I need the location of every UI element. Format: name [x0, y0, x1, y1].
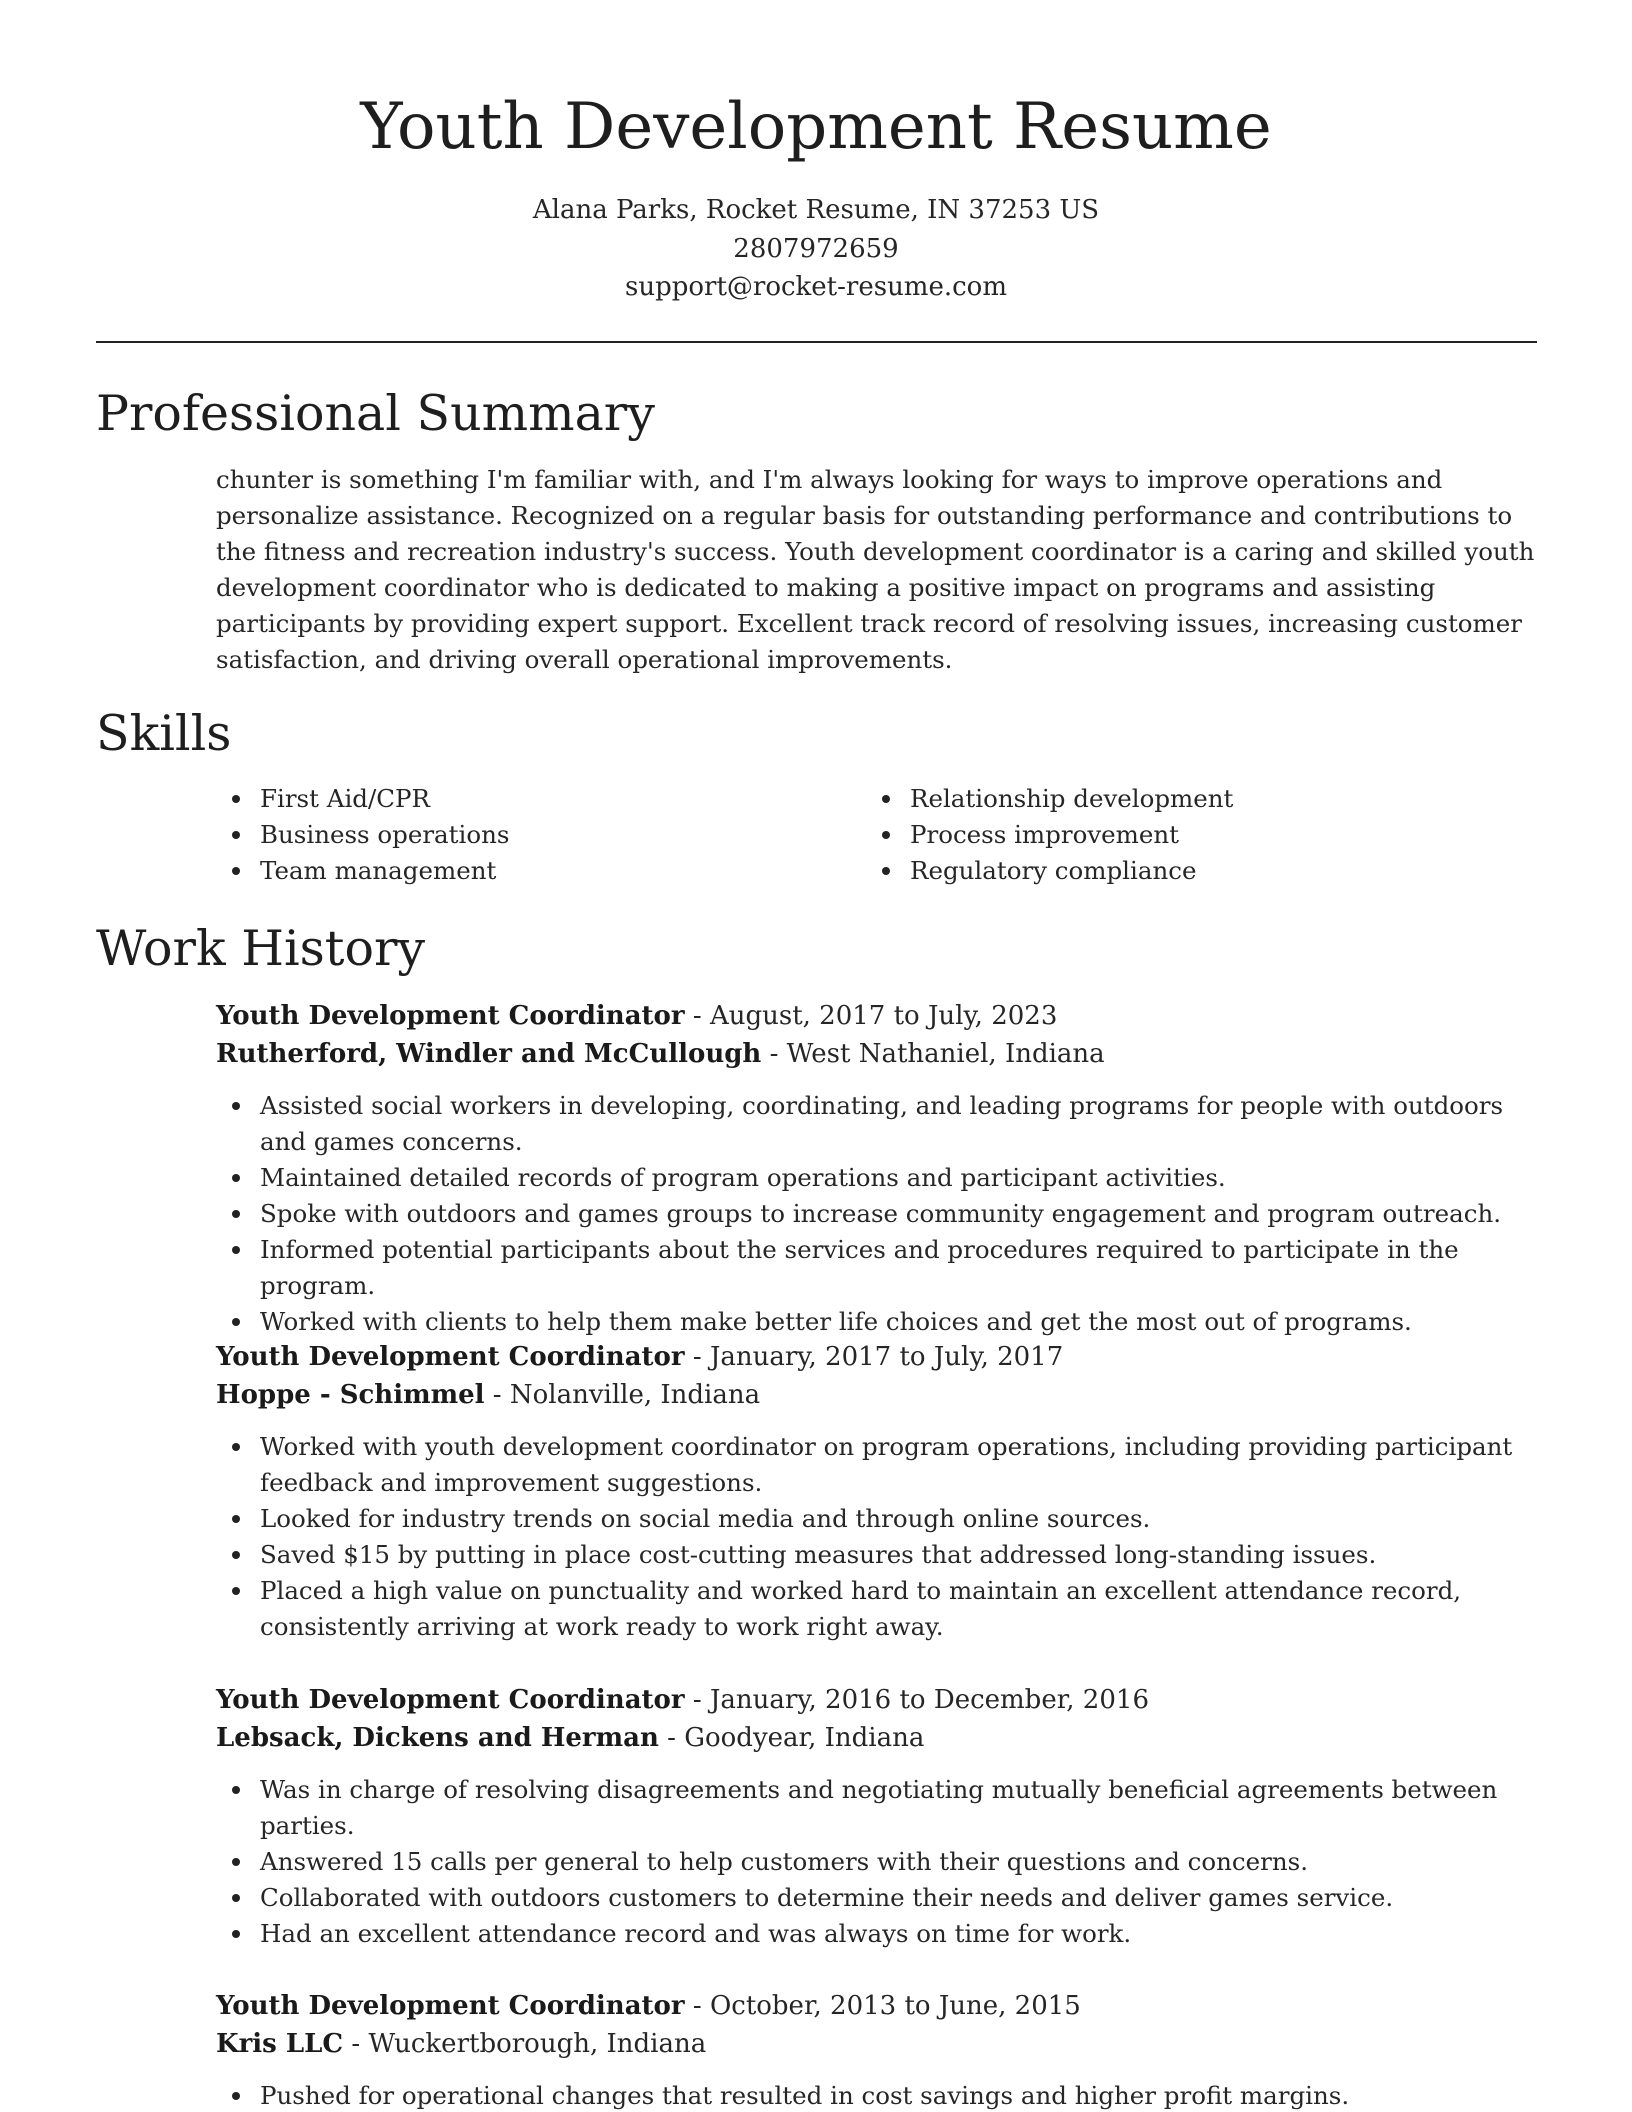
- skill-item: Team management: [216, 853, 856, 889]
- skill-item: Regulatory compliance: [866, 853, 1546, 889]
- skill-item: Business operations: [216, 817, 856, 853]
- job-company: Rutherford, Windler and McCullough: [216, 1039, 762, 1069]
- job-entry: [216, 997, 1542, 1340]
- job-entry: [216, 1338, 1542, 1645]
- duty-item: Looked for industry trends on social media and through online sources.: [216, 1501, 1542, 1537]
- job-company-line: [216, 2025, 1542, 2063]
- job-duties: [216, 2078, 1542, 2112]
- job-dates: January, 2016 to December, 2016: [709, 1685, 1149, 1715]
- job-duties: [216, 1088, 1542, 1340]
- job-title: Youth Development Coordinator: [216, 1991, 685, 2021]
- job-separator: -: [667, 1723, 685, 1753]
- duty-item: Spoke with outdoors and games groups to increase community engagement and program outreach.: [216, 1196, 1542, 1232]
- job-company-line: [216, 1719, 1542, 1757]
- duty-item: Answered 15 calls per general to help customers with their questions and concerns.: [216, 1844, 1542, 1880]
- job-entry: [216, 1987, 1542, 2112]
- job-company-line: [216, 1376, 1542, 1414]
- duty-item: Maintained detailed records of program operations and participant activities.: [216, 1160, 1542, 1196]
- job-location: Wuckertborough, Indiana: [368, 2029, 707, 2059]
- skill-item: First Aid/CPR: [216, 781, 856, 817]
- skills-list-right: [866, 781, 1546, 889]
- job-title-line: [216, 997, 1542, 1035]
- duty-item: Placed a high value on punctuality and worked hard to maintain an excellent attendance record, consistently arriving at work ready to work right away.: [216, 1573, 1542, 1645]
- skills-heading: Skills: [96, 705, 232, 762]
- contact-address: Alana Parks, Rocket Resume, IN 37253 US: [532, 195, 1100, 225]
- duty-item: Had an excellent attendance record and was always on time for work.: [216, 1916, 1542, 1952]
- duty-item: Worked with youth development coordinator on program operations, including providing participant feedback and improvement suggestions.: [216, 1429, 1542, 1501]
- duty-item: Pushed for operational changes that resulted in cost savings and higher profit margins.: [216, 2078, 1542, 2112]
- job-dates: January, 2017 to July, 2017: [709, 1342, 1064, 1372]
- job-separator: -: [692, 1001, 710, 1031]
- job-duties: [216, 1772, 1542, 1952]
- duty-item: Worked with clients to help them make better life choices and get the most out of programs.: [216, 1304, 1542, 1340]
- skill-item: Relationship development: [866, 781, 1546, 817]
- job-location: Goodyear, Indiana: [684, 1723, 925, 1753]
- job-title-line: [216, 1987, 1542, 2025]
- job-location: Nolanville, Indiana: [509, 1380, 761, 1410]
- job-separator: -: [692, 1342, 710, 1372]
- job-separator: -: [492, 1380, 510, 1410]
- job-separator: -: [351, 2029, 369, 2059]
- skills-list-left: [216, 781, 856, 889]
- resume-title: Youth Development Resume: [360, 90, 1272, 164]
- job-separator: -: [692, 1991, 710, 2021]
- job-location: West Nathaniel, Indiana: [786, 1039, 1105, 1069]
- work-history-heading: Work History: [96, 920, 426, 977]
- skill-item: Process improvement: [866, 817, 1546, 853]
- duty-item: Saved $15 by putting in place cost-cutting measures that addressed long-standing issues.: [216, 1537, 1542, 1573]
- job-title-line: [216, 1681, 1542, 1719]
- job-entry: [216, 1681, 1542, 1952]
- job-title-line: [216, 1338, 1542, 1376]
- job-separator: -: [692, 1685, 710, 1715]
- job-company: Kris LLC: [216, 2029, 344, 2059]
- duty-item: Informed potential participants about the services and procedures required to participate in the program.: [216, 1232, 1542, 1304]
- job-separator: -: [769, 1039, 787, 1069]
- duty-item: Collaborated with outdoors customers to determine their needs and deliver games service.: [216, 1880, 1542, 1916]
- job-duties: [216, 1429, 1542, 1645]
- duty-item: Assisted social workers in developing, coordinating, and leading programs for people with outdoors and games concerns.: [216, 1088, 1542, 1160]
- job-company-line: [216, 1035, 1542, 1073]
- contact-phone: 2807972659: [733, 234, 899, 264]
- job-title: Youth Development Coordinator: [216, 1342, 685, 1372]
- duty-item: Was in charge of resolving disagreements and negotiating mutually beneficial agreements between parties.: [216, 1772, 1542, 1844]
- job-company: Lebsack, Dickens and Herman: [216, 1723, 659, 1753]
- job-title: Youth Development Coordinator: [216, 1001, 685, 1031]
- job-dates: August, 2017 to July, 2023: [709, 1001, 1058, 1031]
- header-divider: [96, 341, 1537, 343]
- summary-text: chunter is something I'm familiar with, and I'm always looking for ways to improve operations and personalize assistance. Recognized on a regular basis for outstanding performance and contributions to the fitness and recreation industry's success. Youth development coordinator is a caring and skilled youth development coordinator who is dedicated to making a positive impact on programs and assisting participants by providing expert support. Excellent track record of resolving issues, increasing customer satisfaction, and driving overall operational improvements.: [216, 465, 1535, 674]
- contact-email: support@rocket-resume.com: [624, 272, 1007, 302]
- job-company: Hoppe - Schimmel: [216, 1380, 485, 1410]
- summary-heading: Professional Summary: [96, 385, 655, 442]
- job-title: Youth Development Coordinator: [216, 1685, 685, 1715]
- job-dates: October, 2013 to June, 2015: [709, 1991, 1081, 2021]
